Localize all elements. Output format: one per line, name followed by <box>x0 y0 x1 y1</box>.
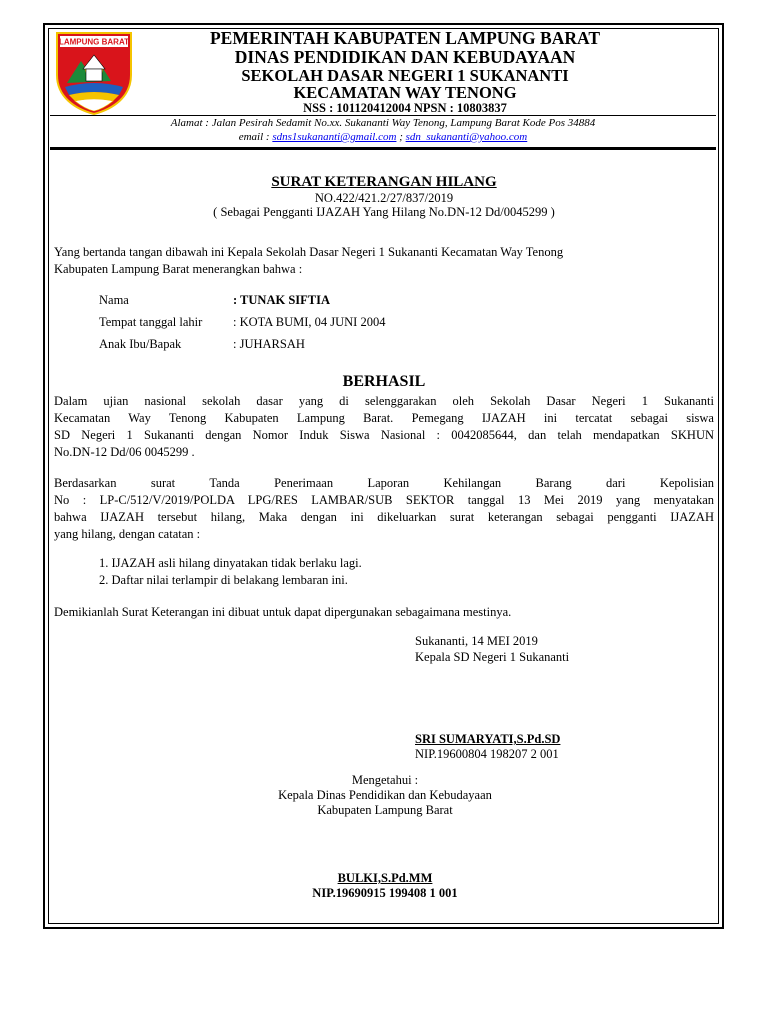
signature-nip: NIP.19600804 198207 2 001 <box>415 747 559 761</box>
closing-line: Demikianlah Surat Keterangan ini dibuat untuk dapat dipergunakan sebagaimana mestinya. <box>54 605 512 619</box>
email-link-gmail[interactable]: sdns1sukananti@gmail.com <box>272 131 397 143</box>
body1-line: Kecamatan Way Tenong Kabupaten Lampung Barat. Pemegang IJAZAH ini tercatat sebagai siswa <box>54 411 714 425</box>
body2-line: bahwa IJAZAH tersebut hilang, Maka dengan ini dikeluarkan surat keterangan sebagai pengganti IJAZAH <box>54 510 714 524</box>
identity-value: : TUNAK SIFTIA <box>233 293 331 307</box>
header-line-4: KECAMATAN WAY TENONG <box>293 83 517 102</box>
note-item: 2. Daftar nilai terlampir di belakang lembaran ini. <box>99 573 348 587</box>
body2-line: Berdasarkan surat Tanda Penerimaan Laporan Kehilangan Barang dari Kepolisian <box>54 476 714 490</box>
email-separator: ; <box>396 131 406 143</box>
header-line-3: SEKOLAH DASAR NEGERI 1 SUKANANTI <box>241 66 569 85</box>
header-address: Alamat : Jalan Pesirah Sedamit No.xx. Sukananti Way Tenong, Lampung Barat Kode Pos 34884 <box>170 117 596 129</box>
header-rule-bottom <box>50 147 716 150</box>
acknowledged-position-2: Kabupaten Lampung Barat <box>317 803 453 817</box>
email-link-yahoo[interactable]: sdn_sukananti@yahoo.com <box>405 131 528 143</box>
signature-position: Kepala SD Negeri 1 Sukananti <box>415 650 570 664</box>
status-heading: BERHASIL <box>342 373 426 390</box>
header-line-2: DINAS PENDIDIKAN DAN KEBUDAYAAN <box>234 47 576 67</box>
intro-line: Yang bertanda tangan dibawah ini Kepala Sekolah Dasar Negeri 1 Sukananti Kecamatan Way Tenong <box>54 245 564 259</box>
header-rule-top <box>50 115 716 116</box>
logo-text: LAMPUNG BARAT <box>58 37 130 47</box>
acknowledged-nip: NIP.19690915 199408 1 001 <box>312 886 458 900</box>
body-paragraph-2 <box>54 475 714 543</box>
intro-line: Kabupaten Lampung Barat menerangkan bahwa : <box>54 262 303 276</box>
acknowledged-position-1: Kepala Dinas Pendidikan dan Kebudayaan <box>278 788 492 802</box>
email-label: email : <box>238 131 273 143</box>
letter-title: SURAT KETERANGAN HILANG <box>271 174 497 190</box>
identity-value: : KOTA BUMI, 04 JUNI 2004 <box>233 315 386 329</box>
letter-number: NO.422/421.2/27/837/2019 <box>314 191 454 205</box>
identity-label: Tempat tanggal lahir <box>99 315 203 329</box>
acknowledged-name: BULKI,S.Pd.MM <box>337 871 433 885</box>
lampung-barat-logo <box>53 31 135 115</box>
header-line-1: PEMERINTAH KABUPATEN LAMPUNG BARAT <box>209 28 601 48</box>
acknowledged-label: Mengetahui : <box>351 773 419 787</box>
body1-line: Dalam ujian nasional sekolah dasar yang di selenggarakan oleh Sekolah Dasar Negeri 1 Sukananti <box>54 394 714 408</box>
header-nss-npsn: NSS : 101120412004 NPSN : 10803837 <box>303 101 507 115</box>
intro-paragraph <box>54 244 714 278</box>
identity-value: : JUHARSAH <box>233 337 305 351</box>
note-item: 1. IJAZAH asli hilang dinyatakan tidak berlaku lagi. <box>99 556 362 570</box>
header-email <box>60 131 706 143</box>
body-paragraph-1 <box>54 393 714 461</box>
letter-subtitle: ( Sebagai Pengganti IJAZAH Yang Hilang No.DN-12 Dd/0045299 ) <box>213 205 555 219</box>
body2-line: No : LP-C/512/V/2019/POLDA LPG/RES LAMBAR/SUB SEKTOR tanggal 13 Mei 2019 yang menyatakan <box>54 493 714 507</box>
identity-label: Anak Ibu/Bapak <box>99 337 182 351</box>
signature-place-date: Sukananti, 14 MEI 2019 <box>415 634 538 648</box>
body1-line: No.DN-12 Dd/06 0045299 . <box>54 445 195 459</box>
identity-label: Nama <box>99 293 129 307</box>
body1-line: SD Negeri 1 Sukananti dengan Nomor Induk Siswa Nasional : 0042085644, dan telah mendapatkan SKHUN <box>54 428 714 442</box>
signature-name: SRI SUMARYATI,S.Pd.SD <box>415 732 561 746</box>
body2-line: yang hilang, dengan catatan : <box>54 527 201 541</box>
closing-paragraph <box>54 604 714 621</box>
